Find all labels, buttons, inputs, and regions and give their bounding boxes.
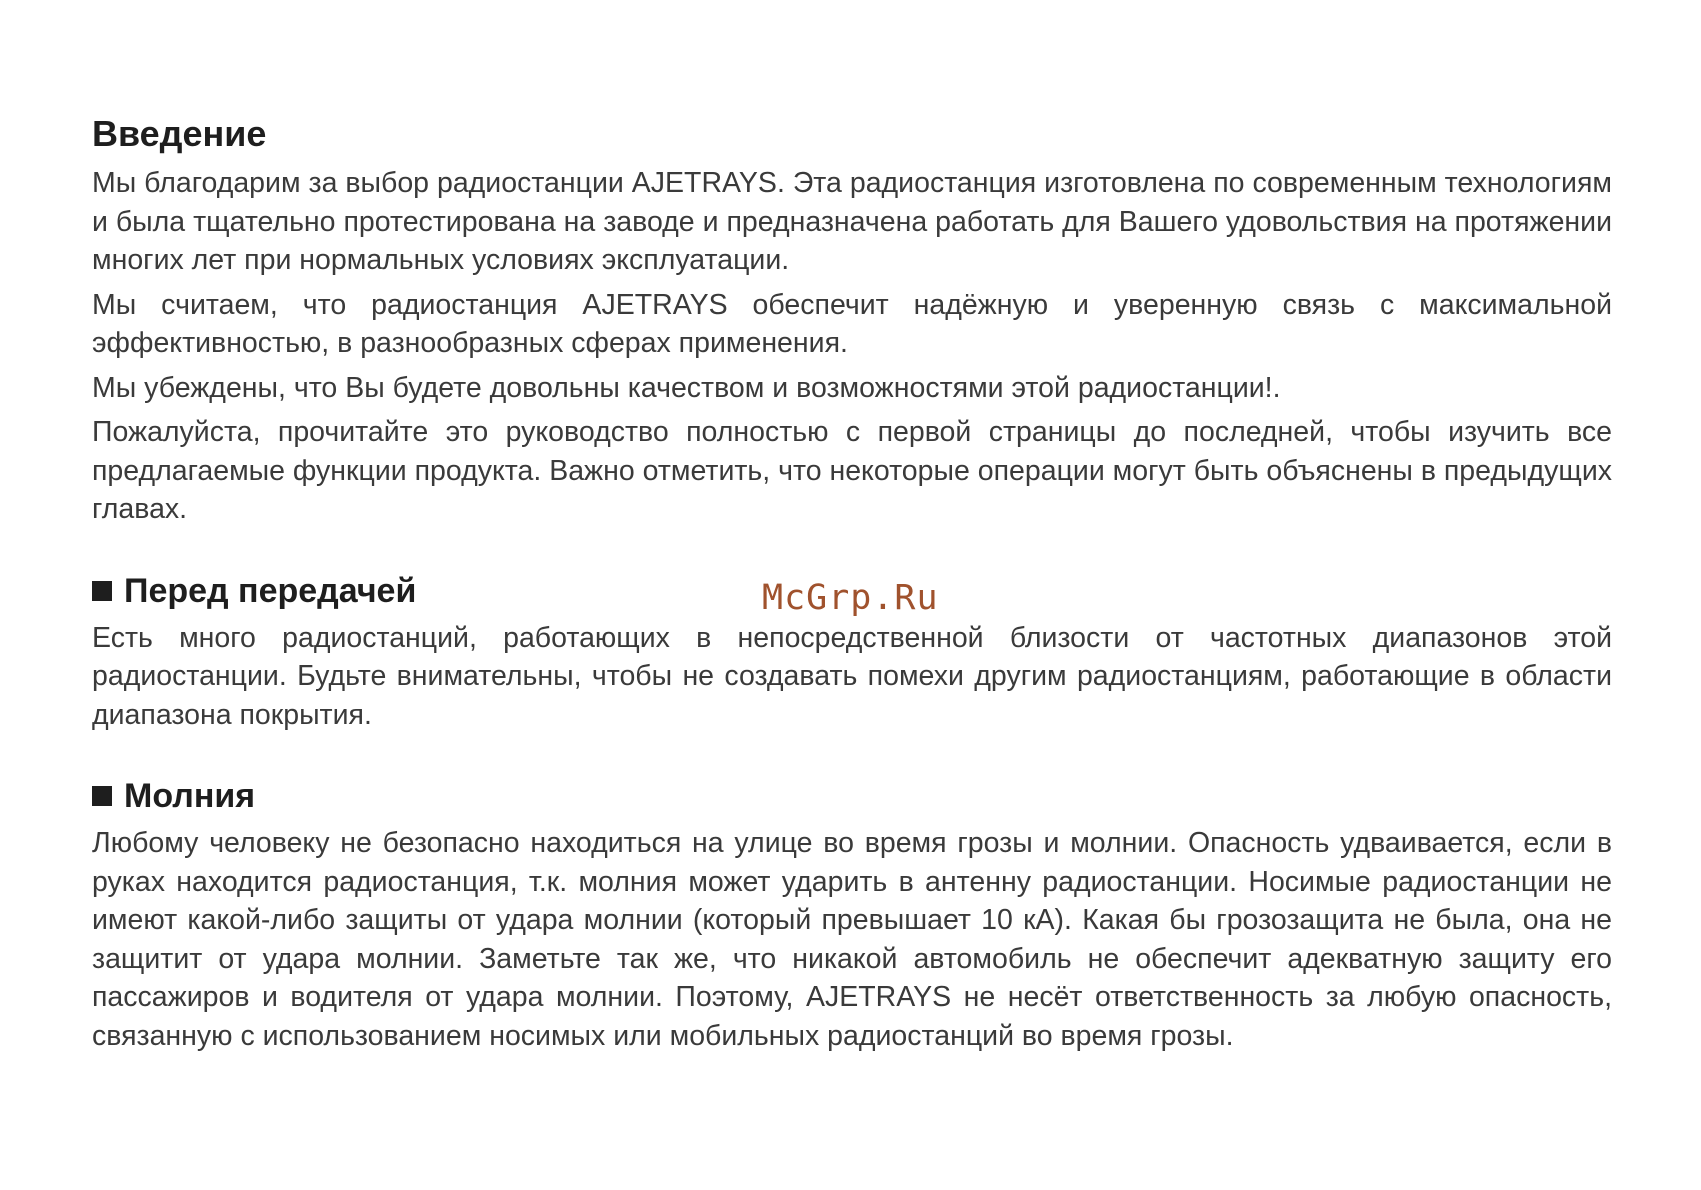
- before-transmit-title: Перед передачей: [124, 571, 417, 610]
- intro-paragraph-3: Мы убеждены, что Вы будете довольны качеством и возможностями этой радиостанции!.: [92, 371, 1281, 404]
- watermark-text: McGrp.Ru: [762, 578, 939, 618]
- lightning-title: Молния: [124, 777, 256, 815]
- square-bullet-icon: [92, 581, 112, 601]
- intro-paragraph-1: Мы благодарим за выбор радиостанции AJETRAYS. Эта радиостанция изготовлена по современным технологиям и была тщательно протестирована на заводе и предназначена работать для Вашего удовольствия на протяжении многих лет при нормальных условиях эксплуатации.: [92, 167, 1612, 276]
- lightning-section: [92, 774, 1612, 1055]
- before-transmit-paragraph: Есть много радиостанций, работающих в непосредственной близости от частотных диапазонов этой радиостанции. Будьте внимательны, чтобы не создавать помехи другим радиостанциям, работающие в области диапазона покрытия.: [92, 621, 1612, 731]
- intro-section: [92, 112, 1612, 529]
- lightning-heading: [92, 774, 1612, 818]
- square-bullet-icon: [92, 786, 112, 806]
- intro-title: Введение: [92, 113, 267, 154]
- intro-paragraph-4: Пожалуйста, прочитайте это руководство полностью с первой страницы до последней, чтобы изучить все предлагаемые функции продукта. Важно отметить, что некоторые операции могут быть объяснены в предыдущих главах.: [92, 416, 1612, 525]
- intro-paragraph-2: Мы считаем, что радиостанция AJETRAYS обеспечит надёжную и уверенную связь с максимальной эффективностью, в разнообразных сферах применения.: [92, 288, 1612, 359]
- lightning-paragraph: Любому человеку не безопасно находиться на улице во время грозы и молнии. Опасность удваивается, если в руках находится радиостанция, т.к. молния может ударить в антенну радиостанции. Носимые радиостанции не имеют какой-либо защиты от удара молнии (который превышает 10 кА). Какая бы грозозащита не была, она не защитит от удара молнии. Заметьте так же, что никакой автомобиль не обеспечит адекватную защиту его пассажиров и водителя от удара молнии. Поэтому, AJETRAYS не несёт ответственность за любую опасность, связанную с использованием носимых или мобильных радиостанций во время грозы.: [92, 827, 1612, 1052]
